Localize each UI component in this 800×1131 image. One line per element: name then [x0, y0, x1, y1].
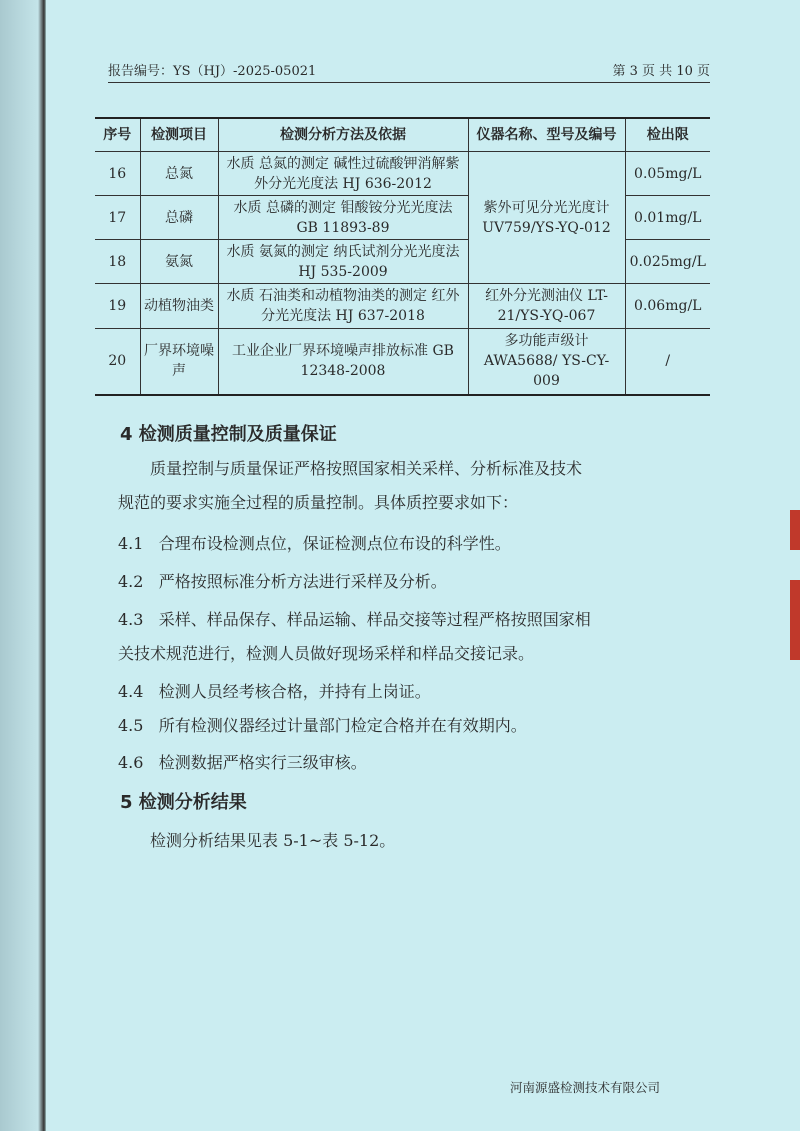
qc-item-number: 4.1 — [118, 534, 144, 553]
page-number: 第 3 页 共 10 页 — [612, 64, 710, 79]
col-header: 序号 — [95, 118, 140, 152]
paragraph-line: 质量控制与质量保证严格按照国家相关采样、分析标准及技术 — [150, 459, 583, 478]
cell-method: 水质 总磷的测定 钼酸铵分光光度法 GB 11893-89 — [218, 196, 468, 240]
cell-method: 水质 氨氮的测定 纳氏试剂分光光度法 HJ 535-2009 — [218, 240, 468, 284]
section-4-heading: 4 检测质量控制及质量保证 — [120, 424, 337, 445]
cell-no: 17 — [95, 196, 140, 240]
table-header-row — [95, 118, 710, 152]
qc-item-text: 检测人员经考核合格，并持有上岗证。 — [158, 682, 431, 701]
cell-item: 总磷 — [140, 196, 218, 240]
col-header: 检测项目 — [140, 118, 218, 152]
section-5-heading: 5 检测分析结果 — [120, 792, 247, 813]
col-header: 检测分析方法及依据 — [218, 118, 468, 152]
qc-item-number: 4.5 — [118, 716, 144, 735]
cell-instrument: 紫外可见分光光度计 UV759/YS-YQ-012 — [468, 152, 625, 284]
qc-item — [118, 713, 527, 736]
method-table — [95, 117, 710, 396]
page-header — [108, 60, 710, 83]
cell-method: 工业企业厂界环境噪声排放标准 GB 12348-2008 — [218, 329, 468, 395]
paragraph-line: 规范的要求实施全过程的质量控制。具体质控要求如下： — [118, 493, 519, 512]
col-header: 检出限 — [625, 118, 710, 152]
cell-item: 厂界环境噪声 — [140, 329, 218, 395]
qc-item-number: 4.6 — [118, 753, 144, 772]
cell-method: 水质 石油类和动植物油类的测定 红外分光光度法 HJ 637-2018 — [218, 284, 468, 329]
qc-item-number: 4.3 — [118, 610, 144, 629]
cell-item: 氨氮 — [140, 240, 218, 284]
cell-limit: 0.06mg/L — [625, 284, 710, 329]
cell-instrument: 多功能声级计 AWA5688/ YS-CY-009 — [468, 329, 625, 395]
report-number: 报告编号：YS（HJ）-2025-05021 — [108, 64, 317, 79]
qc-item-text: 严格按照标准分析方法进行采样及分析。 — [158, 572, 447, 591]
cell-no: 20 — [95, 329, 140, 395]
qc-item — [118, 679, 431, 702]
cell-item: 动植物油类 — [140, 284, 218, 329]
table-row — [95, 284, 710, 329]
qc-item — [118, 750, 367, 773]
qc-item — [118, 531, 511, 554]
cell-item: 总氮 — [140, 152, 218, 196]
cell-limit: / — [625, 329, 710, 395]
qc-item-text: 采样、样品保存、样品运输、样品交接等过程严格按照国家相 — [158, 610, 591, 629]
cell-no: 19 — [95, 284, 140, 329]
cell-no: 18 — [95, 240, 140, 284]
cell-limit: 0.025mg/L — [625, 240, 710, 284]
qc-item — [118, 569, 447, 592]
cell-limit: 0.01mg/L — [625, 196, 710, 240]
paragraph-line: 检测分析结果见表 5-1~表 5-12。 — [150, 831, 396, 850]
qc-item-text: 所有检测仪器经过计量部门检定合格并在有效期内。 — [158, 716, 527, 735]
cell-limit: 0.05mg/L — [625, 152, 710, 196]
qc-item-number: 4.2 — [118, 572, 144, 591]
qc-item — [118, 607, 591, 630]
cell-no: 16 — [95, 152, 140, 196]
qc-item-text: 检测数据严格实行三级审核。 — [158, 753, 367, 772]
qc-item-continuation: 关技术规范进行，检测人员做好现场采样和样品交接记录。 — [118, 644, 535, 663]
qc-item-text: 合理布设检测点位，保证检测点位布设的科学性。 — [158, 534, 511, 553]
cell-instrument: 红外分光测油仪 LT-21/YS-YQ-067 — [468, 284, 625, 329]
table-row — [95, 329, 710, 395]
company-footer: 河南源盛检测技术有限公司 — [510, 1080, 661, 1095]
table-row — [95, 152, 710, 196]
qc-item-number: 4.4 — [118, 682, 144, 701]
binding-edge — [0, 0, 46, 1131]
red-edge-mark — [790, 580, 800, 660]
red-edge-mark — [790, 510, 800, 550]
col-header: 仪器名称、型号及编号 — [468, 118, 625, 152]
cell-method: 水质 总氮的测定 碱性过硫酸钾消解紫外分光光度法 HJ 636-2012 — [218, 152, 468, 196]
